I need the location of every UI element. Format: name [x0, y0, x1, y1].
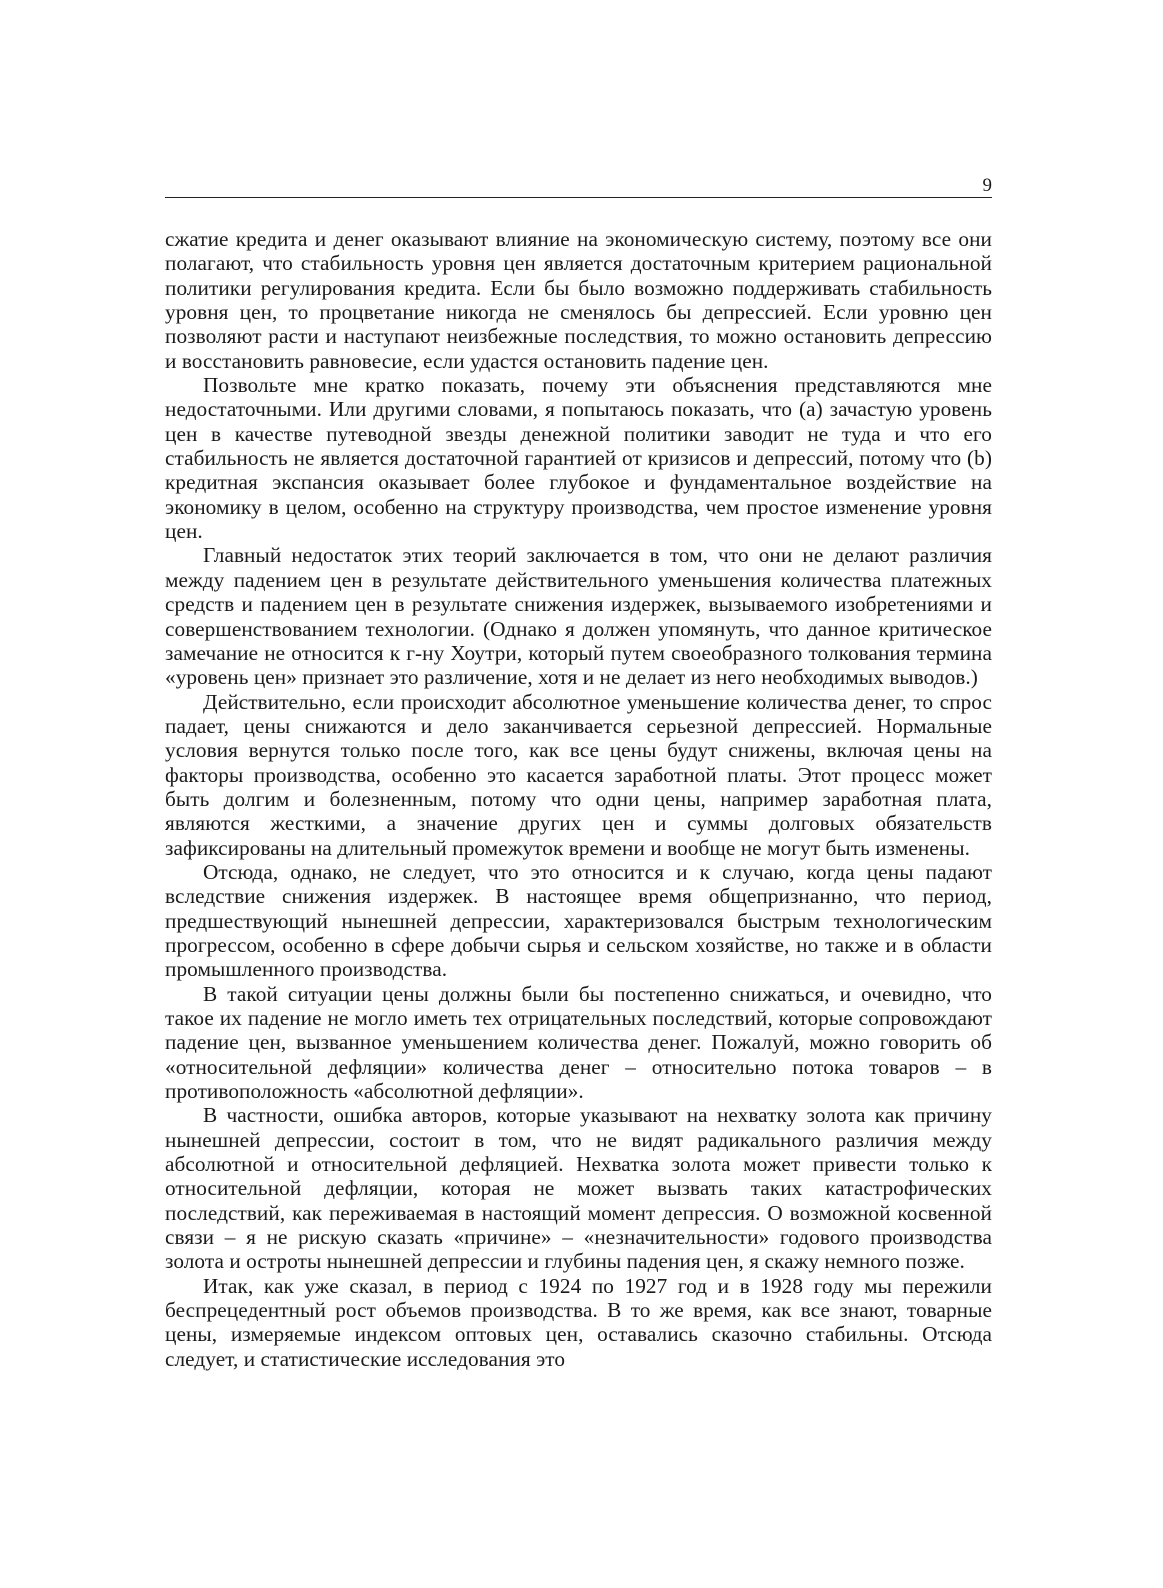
paragraph: Отсюда, однако, не следует, что это относится и к случаю, когда цены падают вследствие снижения издержек. В настоящее время общепризнанно, что период, предшествующий нынешней депрессии, характеризовался быстрым технологическим прогрессом, особенно в сфере добычи сырья и сельском хозяйстве, но также и в области промышленного производства. [165, 859, 992, 982]
paragraph: Действительно, если происходит абсолютное уменьшение количества денег, то спрос падает, цены снижаются и дело заканчивается серьезной депрессией. Нормальные условия вернутся только после того, как все цены будут снижены, включая цены на факторы производства, особенно это касается заработной платы. Этот процесс может быть долгим и болезненным, потому что одни цены, например заработная плата, являются жесткими, а значение других цен и суммы долговых обязательств зафиксированы на длительный промежуток времени и вообще не могут быть изменены. [165, 689, 992, 860]
paragraph-continued: сжатие кредита и денег оказывают влияние на экономическую систему, поэтому все они полагают, что стабильность уровня цен является достаточным критерием рациональной политики регулирования кредита. Если бы было возможно поддерживать стабильность уровня цен, то процветание никогда не сменялось бы депрессией. Если уровню цен позволяют расти и наступают неизбежные последствия, то можно остановить депрессию и восстановить равновесие, если удастся остановить падение цен. [165, 227, 992, 373]
paragraph: Итак, как уже сказал, в период с 1924 по 1927 год и в 1928 году мы пережили беспрецедентный рост объемов производства. В то же время, как все знают, товарные цены, измеряемые индексом оптовых цен, оставались сказочно стабильны. Отсюда следует, и статистические исследования это [165, 1273, 992, 1371]
body-text [165, 227, 992, 1371]
paragraph: В частности, ошибка авторов, которые указывают на нехватку золота как причину нынешней депрессии, состоит в том, что не видят радикального различия между абсолютной и относительной дефляцией. Нехватка золота может привести только к относительной дефляции, которая не может вызвать таких катастрофических последствий, как переживаемая в настоящий момент депрессия. О возможной косвенной связи – я не рискую сказать «причине» – «незначительности» годового производства золота и остроты нынешней депрессии и глубины падения цен, я скажу немного позже. [165, 1103, 992, 1274]
paragraph: Позвольте мне кратко показать, почему эти объяснения представляются мне недостаточными. Или другими словами, я попытаюсь показать, что (а) зачастую уровень цен в качестве путеводной звезды денежной политики заводит не туда и что его стабильность не является достаточной гарантией от кризисов и депрессий, потому что (b) кредитная экспансия оказывает более глубокое и фундаментальное воздействие на экономику в целом, особенно на структуру производства, чем простое изменение уровня цен. [165, 373, 992, 544]
paragraph: Главный недостаток этих теорий заключается в том, что они не делают различия между падением цен в результате действительного уменьшения количества платежных средств и падением цен в результате снижения издержек, вызываемого изобретениями и совершенствованием технологии. (Однако я должен упомянуть, что данное критическое замечание не относится к г-ну Хоутри, который путем своеобразного толкования термина «уровень цен» признает это различение, хотя и не делает из него необходимых выводов.) [165, 543, 992, 690]
page-number: 9 [982, 175, 992, 196]
header-rule [165, 197, 992, 198]
paragraph: В такой ситуации цены должны были бы постепенно снижаться, и очевидно, что такое их падение не могло иметь тех отрицательных последствий, которые сопровождают падение цен, вызванное уменьшением количества денег. Пожалуй, можно говорить об «относительной дефляции» количества денег – относительно потока товаров – в противоположность «абсолютной дефляции». [165, 981, 992, 1104]
